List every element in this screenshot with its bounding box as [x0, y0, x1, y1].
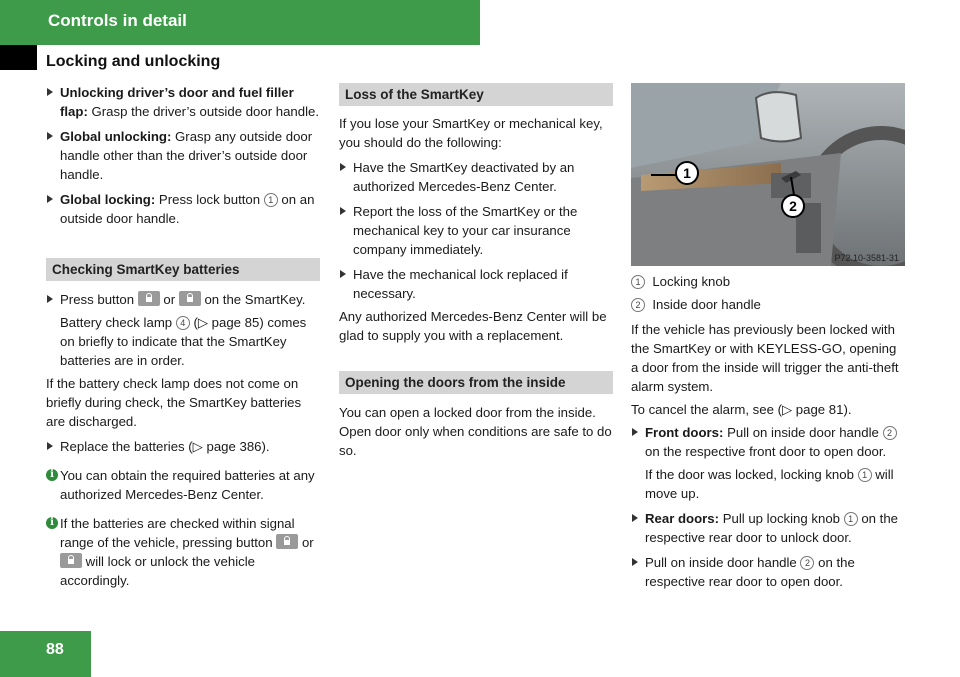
lock-key-icon	[276, 534, 298, 549]
callout-number: 1	[858, 468, 872, 482]
bullet-arrow-icon	[47, 195, 53, 203]
bullet-text: on an outside door handle.	[60, 192, 315, 226]
chapter-title: Controls in detail	[48, 11, 187, 30]
bullet-rear-doors	[631, 509, 905, 547]
bullet-arrow-icon	[47, 132, 53, 140]
door-illustration	[631, 83, 905, 266]
bullet-arrow-icon	[47, 88, 53, 96]
front-door-note	[631, 465, 905, 503]
info-text: You can obtain the required batteries at any authorized Mercedes-Benz Center.	[60, 468, 315, 502]
callout-number: 1	[631, 275, 645, 289]
info-note-signal	[46, 514, 320, 590]
section-bar-checking-batteries: Checking SmartKey batteries	[46, 258, 320, 281]
bullet-text: on the respective rear door to open door.	[645, 555, 855, 589]
bullet-front-doors	[631, 423, 905, 461]
callout-number: 2	[883, 426, 897, 440]
bullet-text: Grasp any outside door handle other than the driver’s outside door handle.	[60, 129, 313, 182]
callout-number: 1	[844, 512, 858, 526]
bullet-text: Replace the batteries (▷ page 386).	[60, 439, 270, 454]
bullet-text: Have the mechanical lock replaced if necessary.	[353, 267, 568, 301]
note-text: will move up.	[645, 467, 894, 501]
bullet-arrow-icon	[340, 163, 346, 171]
bullet-label: Front doors:	[645, 425, 724, 440]
section-bar-opening-doors: Opening the doors from the inside	[339, 371, 613, 394]
bullet-arrow-icon	[632, 558, 638, 566]
paragraph-loss-intro: If you lose your SmartKey or mechanical key, you should do the following:	[339, 116, 603, 150]
bullet-text: on the respective front door to open door.	[645, 444, 887, 459]
bullet-text: Report the loss of the SmartKey or the mechanical key to your car insurance company immediately.	[353, 204, 578, 257]
note-text: If the door was locked, locking knob	[645, 467, 854, 482]
info-icon: i	[46, 469, 58, 481]
section-heading: Locking and unlocking	[46, 53, 221, 70]
door-photo	[631, 83, 905, 266]
photo-callout-2: 2	[789, 198, 797, 214]
legend-text: Locking knob	[652, 274, 731, 289]
info-text: If the batteries are checked within signal range of the vehicle, pressing button	[60, 516, 295, 550]
bullet-text: on the SmartKey.	[204, 292, 306, 307]
battery-lamp-note	[46, 313, 320, 370]
info-note-batteries	[46, 466, 320, 504]
bullet-text: Grasp the driver’s outside door handle.	[91, 104, 320, 119]
callout-number: 2	[631, 298, 645, 312]
bullet-text: on the respective rear door to unlock door.	[645, 511, 898, 545]
unlock-key-icon	[60, 553, 82, 568]
callout-number: 4	[176, 316, 190, 330]
bullet-arrow-icon	[47, 442, 53, 450]
bullet-global-unlocking	[46, 127, 320, 184]
bullet-text: or	[163, 292, 176, 307]
paragraph-discharged: If the battery check lamp does not come on briefly during check, the SmartKey batteries are discharged.	[46, 376, 302, 429]
photo-callout-1: 1	[683, 165, 691, 181]
lock-key-icon	[138, 291, 160, 306]
bullet-label: Unlocking driver’s door and fuel filler flap:	[60, 85, 294, 119]
bullet-label: Global locking:	[60, 192, 156, 207]
bullet-text: Pull on inside door handle	[645, 555, 797, 570]
legend-locking-knob	[631, 272, 905, 291]
paragraph-replacement: Any authorized Mercedes-Benz Center will be glad to supply you with a replacement.	[339, 309, 607, 343]
section-bar-loss-smartkey: Loss of the SmartKey	[339, 83, 613, 106]
bullet-unlocking-driver	[46, 83, 320, 121]
bullet-text: Press button	[60, 292, 135, 307]
paragraph-open-inside: You can open a locked door from the inside. Open door only when conditions are safe to do so.	[339, 405, 612, 458]
bullet-text: Pull on inside door handle	[727, 425, 879, 440]
column-2	[339, 83, 613, 464]
bullet-label: Global unlocking:	[60, 129, 172, 144]
column-1	[46, 83, 320, 594]
bullet-deactivate	[339, 158, 613, 196]
bullet-text: Have the SmartKey deactivated by an authorized Mercedes-Benz Center.	[353, 160, 575, 194]
info-icon: i	[46, 517, 58, 529]
callout-number: 1	[264, 193, 278, 207]
photo-code: P72.10-3581-31	[834, 253, 899, 263]
bullet-global-locking	[46, 190, 320, 228]
paragraph-cancel-alarm: To cancel the alarm, see (▷ page 81).	[631, 402, 852, 417]
paragraph-alarm: If the vehicle has previously been locked with the SmartKey or with KEYLESS-GO, opening a door from the inside will trigger the anti-theft alarm system.	[631, 322, 899, 394]
bullet-replace-lock	[339, 265, 613, 303]
note-text: (▷ page 85) comes on briefly to indicate that the SmartKey batteries are in order.	[60, 315, 307, 368]
legend-inside-handle	[631, 295, 905, 314]
info-text: or	[301, 535, 314, 550]
bullet-replace-batteries	[46, 437, 320, 456]
callout-number: 2	[800, 556, 814, 570]
bullet-report-loss	[339, 202, 613, 259]
bullet-text: Press lock button	[158, 192, 261, 207]
note-text: Battery check lamp	[60, 315, 173, 330]
bullet-text: Pull up locking knob	[722, 511, 840, 526]
bullet-press-button	[46, 290, 320, 309]
unlock-key-icon	[179, 291, 201, 306]
bullet-pull-handle	[631, 553, 905, 591]
bullet-arrow-icon	[47, 295, 53, 303]
bullet-arrow-icon	[632, 514, 638, 522]
page-number: 88	[46, 641, 64, 658]
bullet-label: Rear doors:	[645, 511, 720, 526]
bullet-arrow-icon	[340, 270, 346, 278]
bullet-arrow-icon	[340, 207, 346, 215]
header-tab-marker	[0, 45, 37, 70]
column-3	[631, 83, 905, 595]
legend-text: Inside door handle	[652, 297, 761, 312]
bullet-arrow-icon	[632, 428, 638, 436]
info-text: will lock or unlock the vehicle accordingly.	[60, 554, 255, 588]
